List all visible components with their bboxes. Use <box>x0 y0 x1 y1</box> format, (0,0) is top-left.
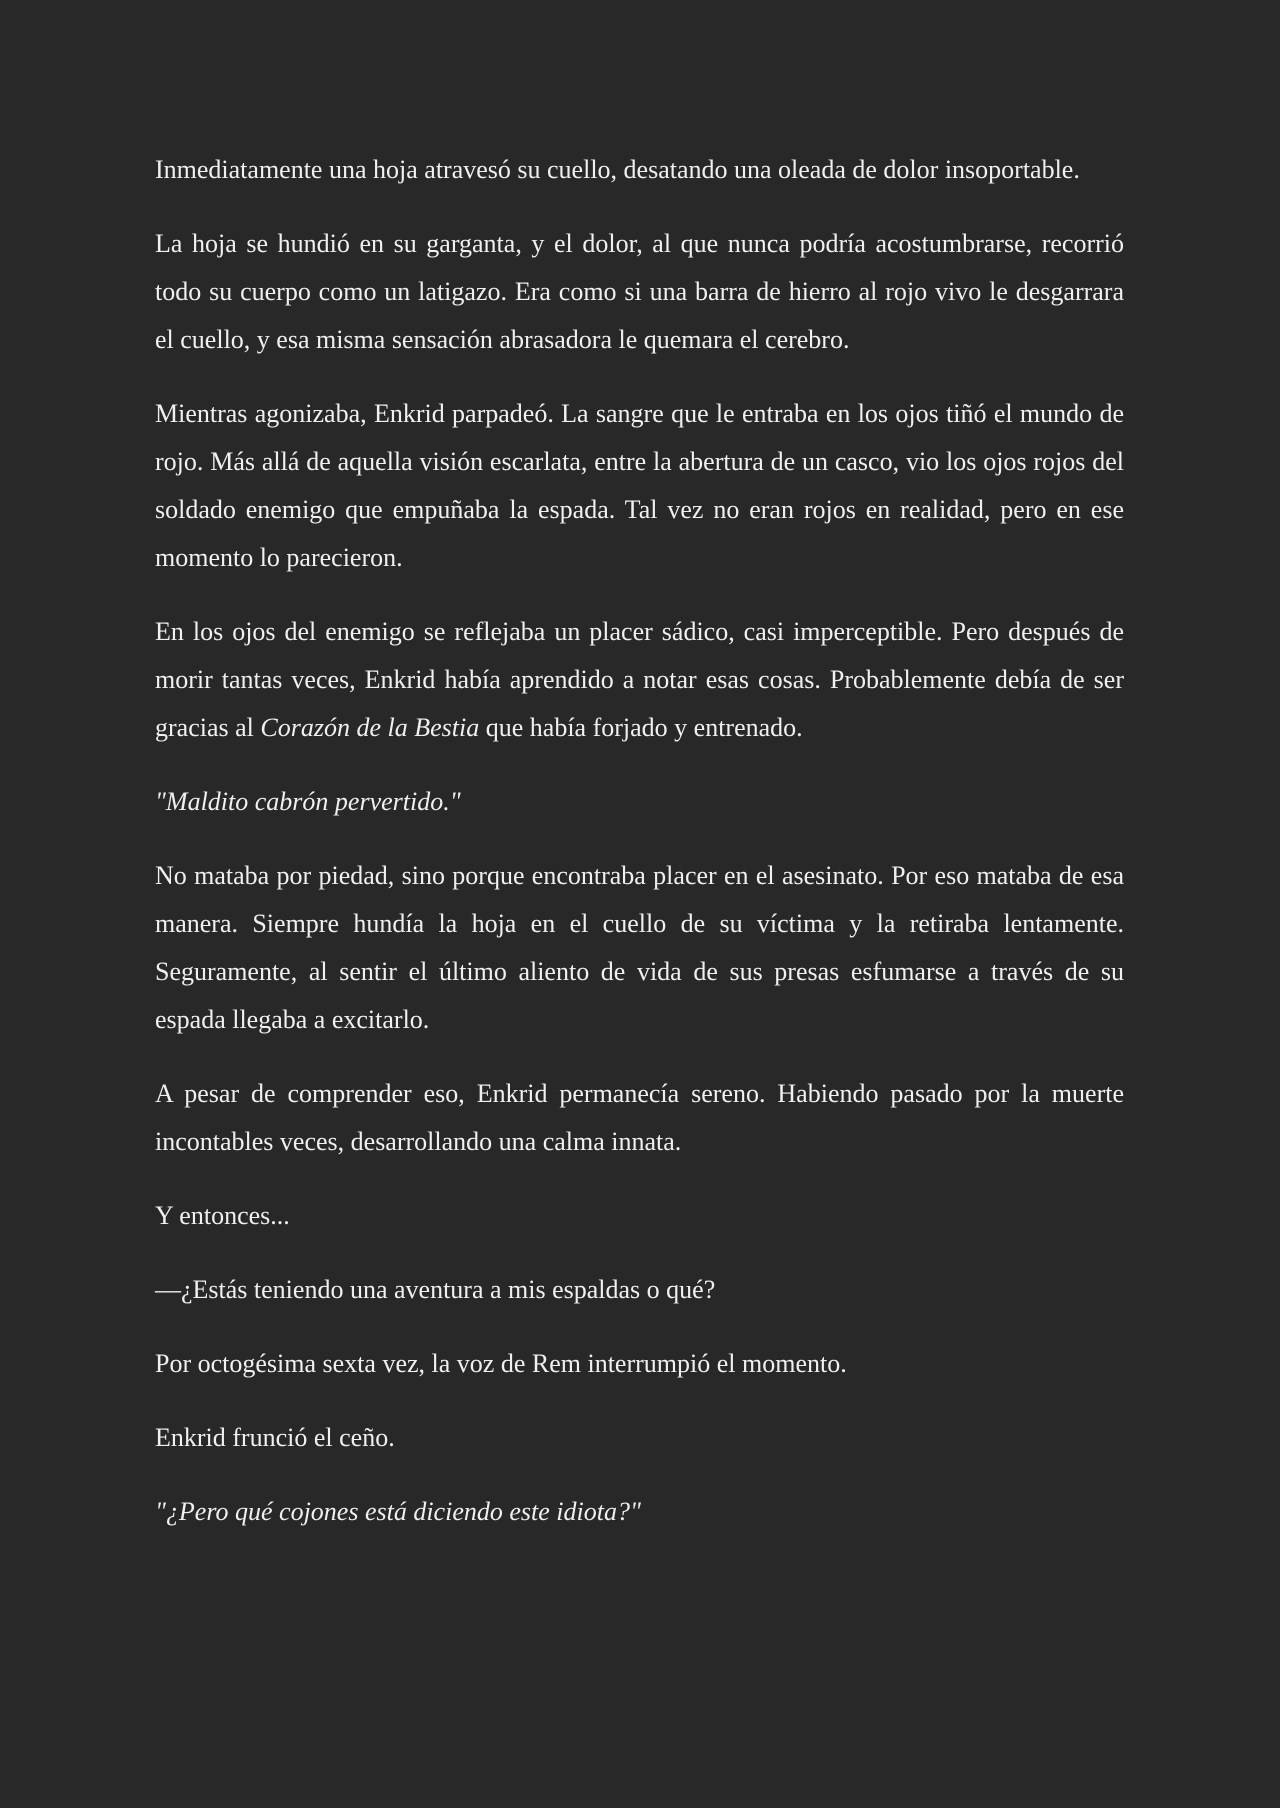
paragraph-7: A pesar de comprender eso, Enkrid permanecía sereno. Habiendo pasado por la muerte incontables veces, desarrollando una calma innata. <box>155 1079 1124 1156</box>
paragraph-6: No mataba por piedad, sino porque encontraba placer en el asesinato. Por eso mataba de esa manera. Siempre hundía la hoja en el cuello de su víctima y la retiraba lentamente. Seguramente, al sentir el último aliento de vida de sus presas esfumarse a través de su espada llegaba a excitarlo. <box>155 861 1124 1034</box>
paragraph-2: La hoja se hundió en su garganta, y el dolor, al que nunca podría acostumbrarse, recorrió todo su cuerpo como un latigazo. Era como si una barra de hierro al rojo vivo le desgarrara el cuello, y esa misma sensación abrasadora le quemara el cerebro. <box>155 229 1124 354</box>
paragraph-11: Enkrid frunció el ceño. <box>155 1423 395 1452</box>
paragraph-9-dialogue: —¿Estás teniendo una aventura a mis espaldas o qué? <box>155 1275 716 1304</box>
paragraph-4-text-before: En los ojos del enemigo se reflejaba un placer sádico, casi imperceptible. Pero después de morir tantas veces, Enkrid había aprendido a notar esas cosas. Probablemente debía de ser gracias al <box>155 617 1124 742</box>
paragraph-4-text-after: que había forjado y entrenado. <box>479 713 803 742</box>
document-page <box>155 146 1124 1536</box>
paragraph-8: Y entonces... <box>155 1201 290 1230</box>
paragraph-3: Mientras agonizaba, Enkrid parpadeó. La sangre que le entraba en los ojos tiñó el mundo de rojo. Más allá de aquella visión escarlata, entre la abertura de un casco, vio los ojos rojos del soldado enemigo que empuñaba la espada. Tal vez no eran rojos en realidad, pero en ese momento lo parecieron. <box>155 399 1124 572</box>
paragraph-10: Por octogésima sexta vez, la voz de Rem interrumpió el momento. <box>155 1349 847 1378</box>
paragraph-4 <box>155 608 1124 752</box>
paragraph-12-thought: "¿Pero qué cojones está diciendo este idiota?" <box>155 1497 641 1526</box>
paragraph-4-italic-title: Corazón de la Bestia <box>260 713 480 742</box>
paragraph-1: Inmediatamente una hoja atravesó su cuello, desatando una oleada de dolor insoportable. <box>155 155 1080 184</box>
paragraph-5-thought: "Maldito cabrón pervertido." <box>155 787 461 816</box>
